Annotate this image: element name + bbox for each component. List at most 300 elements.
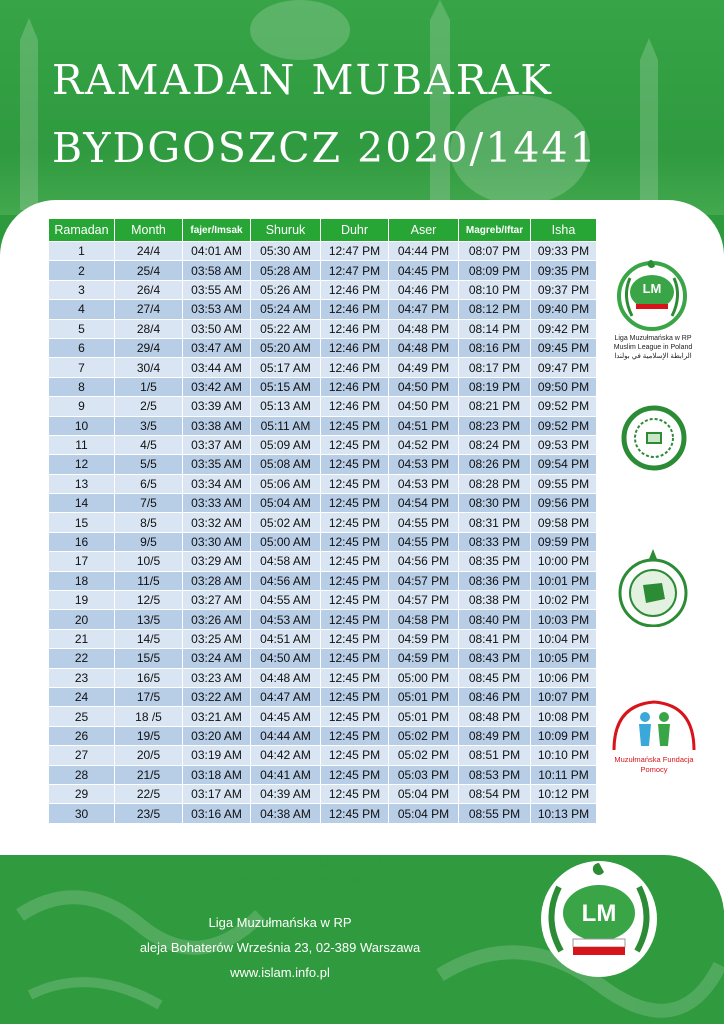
page-title-line1: RAMADAN MUBARAK: [52, 56, 553, 104]
col-header-shuruk: Shuruk: [251, 219, 321, 242]
table-cell: 05:04 AM: [251, 494, 321, 513]
table-cell: 25/4: [115, 261, 183, 280]
table-cell: 04:55 PM: [389, 513, 459, 532]
table-cell: 08:14 PM: [459, 319, 531, 338]
table-cell: 25: [49, 707, 115, 726]
table-cell: 04:53 AM: [251, 610, 321, 629]
table-cell: 04:58 AM: [251, 552, 321, 571]
table-header-row: [49, 219, 597, 242]
table-cell: 10:09 PM: [531, 726, 597, 745]
table-cell: 12:45 PM: [321, 591, 389, 610]
table-cell: 04:49 PM: [389, 358, 459, 377]
table-cell: 18: [49, 571, 115, 590]
table-cell: 05:11 AM: [251, 416, 321, 435]
table-cell: 09:33 PM: [531, 242, 597, 261]
table-row: [49, 591, 597, 610]
table-cell: 08:45 PM: [459, 668, 531, 687]
table-cell: 5/5: [115, 455, 183, 474]
table-cell: 08:33 PM: [459, 532, 531, 551]
table-cell: 12/5: [115, 591, 183, 610]
table-cell: 08:16 PM: [459, 338, 531, 357]
table-cell: 08:43 PM: [459, 649, 531, 668]
table-cell: 10:02 PM: [531, 591, 597, 610]
table-cell: 28: [49, 765, 115, 784]
table-row: [49, 610, 597, 629]
table-cell: 30: [49, 804, 115, 823]
table-cell: 3/5: [115, 416, 183, 435]
liga-logo-caption-line2: Muslim League in Poland: [613, 344, 693, 351]
table-cell: 10:03 PM: [531, 610, 597, 629]
table-cell: 09:55 PM: [531, 474, 597, 493]
table-cell: 04:48 AM: [251, 668, 321, 687]
table-cell: 08:31 PM: [459, 513, 531, 532]
table-cell: 05:03 PM: [389, 765, 459, 784]
table-row: [49, 746, 597, 765]
table-cell: 08:10 PM: [459, 280, 531, 299]
table-cell: 6: [49, 338, 115, 357]
table-cell: 08:12 PM: [459, 300, 531, 319]
table-row: [49, 726, 597, 745]
table-cell: 04:44 PM: [389, 242, 459, 261]
table-cell: 5: [49, 319, 115, 338]
col-header-isha: Isha: [531, 219, 597, 242]
table-cell: 05:26 AM: [251, 280, 321, 299]
table-cell: 12:47 PM: [321, 261, 389, 280]
table-cell: 08:48 PM: [459, 707, 531, 726]
table-cell: 09:53 PM: [531, 435, 597, 454]
footer-website[interactable]: www.islam.info.pl: [230, 965, 330, 980]
table-cell: 04:59 PM: [389, 629, 459, 648]
table-cell: 12:46 PM: [321, 280, 389, 299]
table-cell: 03:22 AM: [183, 687, 251, 706]
table-cell: 10: [49, 416, 115, 435]
table-cell: 22/5: [115, 784, 183, 803]
table-cell: 27/4: [115, 300, 183, 319]
table-cell: 03:33 AM: [183, 494, 251, 513]
table-body: [49, 242, 597, 824]
table-cell: 26: [49, 726, 115, 745]
table-cell: 04:56 PM: [389, 552, 459, 571]
table-cell: 04:59 PM: [389, 649, 459, 668]
table-cell: 6/5: [115, 474, 183, 493]
muslim-societies-seal-icon: [610, 547, 696, 627]
table-cell: 12:45 PM: [321, 804, 389, 823]
table-cell: 08:21 PM: [459, 397, 531, 416]
table-cell: 10:01 PM: [531, 571, 597, 590]
table-cell: 05:02 PM: [389, 746, 459, 765]
table-cell: 03:35 AM: [183, 455, 251, 474]
table-cell: 20: [49, 610, 115, 629]
table-cell: 17: [49, 552, 115, 571]
table-cell: 04:48 PM: [389, 338, 459, 357]
table-cell: 03:32 AM: [183, 513, 251, 532]
table-cell: 12:47 PM: [321, 242, 389, 261]
table-cell: 05:17 AM: [251, 358, 321, 377]
table-cell: 12:45 PM: [321, 532, 389, 551]
table-row: [49, 649, 597, 668]
table-cell: 16/5: [115, 668, 183, 687]
table-cell: 12:46 PM: [321, 319, 389, 338]
table-cell: 10:12 PM: [531, 784, 597, 803]
table-cell: 12:45 PM: [321, 494, 389, 513]
table-cell: 09:47 PM: [531, 358, 597, 377]
table-cell: 04:41 AM: [251, 765, 321, 784]
col-header-fajer: fajer/Imsak: [183, 219, 251, 242]
table-cell: 03:53 AM: [183, 300, 251, 319]
table-cell: 03:39 AM: [183, 397, 251, 416]
col-header-duhr: Duhr: [321, 219, 389, 242]
table-cell: 03:29 AM: [183, 552, 251, 571]
fundacja-pomocy-logo-icon: [609, 700, 699, 752]
table-cell: 14/5: [115, 629, 183, 648]
table-cell: 05:20 AM: [251, 338, 321, 357]
table-cell: 08:35 PM: [459, 552, 531, 571]
table-cell: 04:47 PM: [389, 300, 459, 319]
table-cell: 24: [49, 687, 115, 706]
table-cell: 04:55 PM: [389, 532, 459, 551]
table-cell: 10:13 PM: [531, 804, 597, 823]
table-cell: 1: [49, 242, 115, 261]
table-cell: 12:45 PM: [321, 552, 389, 571]
table-cell: 08:38 PM: [459, 591, 531, 610]
table-row: [49, 765, 597, 784]
col-header-ramadan: Ramadan: [49, 219, 115, 242]
table-cell: 09:45 PM: [531, 338, 597, 357]
footer-address: aleja Bohaterów Września 23, 02-389 Warszawa: [139, 940, 421, 955]
table-cell: 10:08 PM: [531, 707, 597, 726]
table-cell: 04:51 AM: [251, 629, 321, 648]
table-cell: 12:46 PM: [321, 377, 389, 396]
table-cell: 08:55 PM: [459, 804, 531, 823]
table-cell: 04:56 AM: [251, 571, 321, 590]
table-cell: 12:45 PM: [321, 687, 389, 706]
table-cell: 05:22 AM: [251, 319, 321, 338]
table-cell: 7/5: [115, 494, 183, 513]
table-cell: 12:45 PM: [321, 649, 389, 668]
table-cell: 08:51 PM: [459, 746, 531, 765]
table-cell: 2/5: [115, 397, 183, 416]
table-cell: 11: [49, 435, 115, 454]
table-cell: 08:28 PM: [459, 474, 531, 493]
table-cell: 09:52 PM: [531, 416, 597, 435]
table-row: [49, 784, 597, 803]
table-cell: 04:01 AM: [183, 242, 251, 261]
table-cell: 4: [49, 300, 115, 319]
table-cell: 04:52 PM: [389, 435, 459, 454]
table-row: [49, 707, 597, 726]
table-cell: 12:46 PM: [321, 338, 389, 357]
fundacja-caption-line2: Pomocy: [640, 765, 668, 774]
table-cell: 21/5: [115, 765, 183, 784]
table-cell: 09:52 PM: [531, 397, 597, 416]
table-row: [49, 474, 597, 493]
table-cell: 24/4: [115, 242, 183, 261]
table-cell: 08:40 PM: [459, 610, 531, 629]
table-cell: 10:10 PM: [531, 746, 597, 765]
table-cell: 7: [49, 358, 115, 377]
table-cell: 13/5: [115, 610, 183, 629]
table-cell: 03:27 AM: [183, 591, 251, 610]
footer-address-block: [100, 910, 460, 985]
table-cell: 8/5: [115, 513, 183, 532]
col-header-aser: Aser: [389, 219, 459, 242]
table-cell: 2: [49, 261, 115, 280]
table-row: [49, 804, 597, 823]
table-cell: 03:25 AM: [183, 629, 251, 648]
footer-org-name: Liga Muzułmańska w RP: [208, 915, 352, 930]
table-cell: 05:28 AM: [251, 261, 321, 280]
imsak-note-arabic: يفضل الإمساك قبل 10 دقائق من وقت الفجر: [199, 857, 401, 869]
table-cell: 05:09 AM: [251, 435, 321, 454]
table-cell: 04:45 PM: [389, 261, 459, 280]
prayer-times-table: [48, 218, 597, 824]
table-row: [49, 416, 597, 435]
table-row: [49, 242, 597, 261]
table-row: [49, 513, 597, 532]
table-cell: 04:47 AM: [251, 687, 321, 706]
table-cell: 29: [49, 784, 115, 803]
table-cell: 03:47 AM: [183, 338, 251, 357]
table-row: [49, 338, 597, 357]
table-cell: 08:53 PM: [459, 765, 531, 784]
table-cell: 08:24 PM: [459, 435, 531, 454]
table-row: [49, 629, 597, 648]
table-cell: 09:59 PM: [531, 532, 597, 551]
table-cell: 04:50 PM: [389, 397, 459, 416]
table-cell: 08:54 PM: [459, 784, 531, 803]
table-cell: 15: [49, 513, 115, 532]
table-cell: 21: [49, 629, 115, 648]
table-cell: 10:04 PM: [531, 629, 597, 648]
table-cell: 08:36 PM: [459, 571, 531, 590]
table-cell: 04:55 AM: [251, 591, 321, 610]
table-cell: 12:45 PM: [321, 726, 389, 745]
table-cell: 12:46 PM: [321, 300, 389, 319]
table-cell: 12:45 PM: [321, 629, 389, 648]
table-cell: 03:18 AM: [183, 765, 251, 784]
table-cell: 04:45 AM: [251, 707, 321, 726]
table-cell: 12:45 PM: [321, 571, 389, 590]
table-cell: 4/5: [115, 435, 183, 454]
imsak-note-english: Imsak Time 10 min befor Fajer: [235, 874, 365, 884]
table-cell: 08:26 PM: [459, 455, 531, 474]
header-banner: [0, 0, 724, 215]
table-cell: 08:49 PM: [459, 726, 531, 745]
table-row: [49, 300, 597, 319]
table-cell: 9: [49, 397, 115, 416]
footer-logo-text: LM: [581, 900, 617, 927]
table-cell: 12: [49, 455, 115, 474]
table-cell: 05:30 AM: [251, 242, 321, 261]
col-header-magreb: Magreb/Iftar: [459, 219, 531, 242]
table-cell: 08:17 PM: [459, 358, 531, 377]
table-cell: 05:01 PM: [389, 687, 459, 706]
table-cell: 13: [49, 474, 115, 493]
table-cell: 09:54 PM: [531, 455, 597, 474]
table-cell: 10:00 PM: [531, 552, 597, 571]
table-cell: 09:37 PM: [531, 280, 597, 299]
table-cell: 08:19 PM: [459, 377, 531, 396]
imsak-note-polish: Imsak 10 min przed Fajer: [246, 890, 354, 900]
table-cell: 03:34 AM: [183, 474, 251, 493]
table-cell: 05:02 AM: [251, 513, 321, 532]
table-cell: 03:19 AM: [183, 746, 251, 765]
table-cell: 04:54 PM: [389, 494, 459, 513]
table-cell: 10:06 PM: [531, 668, 597, 687]
table-cell: 14: [49, 494, 115, 513]
liga-logo-caption-line3: الرابطة الإسلامية في بولندا: [614, 353, 692, 360]
table-cell: 08:41 PM: [459, 629, 531, 648]
table-cell: 03:55 AM: [183, 280, 251, 299]
table-cell: 09:35 PM: [531, 261, 597, 280]
table-cell: 03:30 AM: [183, 532, 251, 551]
table-cell: 12:45 PM: [321, 668, 389, 687]
table-cell: 03:23 AM: [183, 668, 251, 687]
mosque-silhouette-icon: [0, 0, 724, 215]
table-cell: 12:45 PM: [321, 435, 389, 454]
table-cell: 03:20 AM: [183, 726, 251, 745]
table-row: [49, 319, 597, 338]
table-cell: 03:42 AM: [183, 377, 251, 396]
table-cell: 05:00 PM: [389, 668, 459, 687]
table-cell: 04:38 AM: [251, 804, 321, 823]
table-cell: 3: [49, 280, 115, 299]
table-cell: 12:45 PM: [321, 707, 389, 726]
table-cell: 04:42 AM: [251, 746, 321, 765]
table-cell: 05:13 AM: [251, 397, 321, 416]
table-cell: 04:39 AM: [251, 784, 321, 803]
table-row: [49, 668, 597, 687]
table-cell: 04:57 PM: [389, 571, 459, 590]
table-cell: 03:28 AM: [183, 571, 251, 590]
table-row: [49, 397, 597, 416]
table-cell: 18 /5: [115, 707, 183, 726]
table-cell: 05:01 PM: [389, 707, 459, 726]
table-cell: 04:58 PM: [389, 610, 459, 629]
table-cell: 26/4: [115, 280, 183, 299]
table-cell: 20/5: [115, 746, 183, 765]
table-cell: 11/5: [115, 571, 183, 590]
table-cell: 05:06 AM: [251, 474, 321, 493]
table-cell: 04:50 PM: [389, 377, 459, 396]
islamic-society-seal-icon: [621, 405, 687, 471]
table-cell: 12:45 PM: [321, 513, 389, 532]
table-cell: 1/5: [115, 377, 183, 396]
table-cell: 12:45 PM: [321, 416, 389, 435]
table-cell: 04:46 PM: [389, 280, 459, 299]
table-row: [49, 377, 597, 396]
table-cell: 03:44 AM: [183, 358, 251, 377]
table-cell: 04:48 PM: [389, 319, 459, 338]
table-cell: 04:53 PM: [389, 474, 459, 493]
table-cell: 9/5: [115, 532, 183, 551]
table-row: [49, 494, 597, 513]
table-cell: 04:44 AM: [251, 726, 321, 745]
table-cell: 17/5: [115, 687, 183, 706]
table-cell: 10:05 PM: [531, 649, 597, 668]
table-cell: 10/5: [115, 552, 183, 571]
table-cell: 28/4: [115, 319, 183, 338]
table-cell: 15/5: [115, 649, 183, 668]
table-cell: 04:53 PM: [389, 455, 459, 474]
table-cell: 08:07 PM: [459, 242, 531, 261]
table-cell: 12:45 PM: [321, 746, 389, 765]
page-title-line2: BYDGOSZCZ 2020/1441: [52, 124, 598, 172]
table-cell: 03:17 AM: [183, 784, 251, 803]
table-cell: 8: [49, 377, 115, 396]
table-row: [49, 571, 597, 590]
table-cell: 12:45 PM: [321, 455, 389, 474]
table-cell: 05:00 AM: [251, 532, 321, 551]
imsak-notes: [150, 855, 450, 903]
table-cell: 03:26 AM: [183, 610, 251, 629]
table-cell: 19: [49, 591, 115, 610]
table-cell: 08:46 PM: [459, 687, 531, 706]
table-cell: 04:57 PM: [389, 591, 459, 610]
table-cell: 04:51 PM: [389, 416, 459, 435]
table-cell: 23: [49, 668, 115, 687]
table-cell: 04:50 AM: [251, 649, 321, 668]
table-cell: 09:58 PM: [531, 513, 597, 532]
table-cell: 03:16 AM: [183, 804, 251, 823]
liga-logo-caption-line1: Liga Muzułmańska w RP: [614, 335, 692, 342]
table-cell: 10:11 PM: [531, 765, 597, 784]
table-cell: 12:45 PM: [321, 765, 389, 784]
table-cell: 05:04 PM: [389, 804, 459, 823]
table-cell: 09:40 PM: [531, 300, 597, 319]
table-cell: 09:56 PM: [531, 494, 597, 513]
table-cell: 09:50 PM: [531, 377, 597, 396]
table-cell: 22: [49, 649, 115, 668]
table-cell: 03:38 AM: [183, 416, 251, 435]
table-row: [49, 552, 597, 571]
table-cell: 10:07 PM: [531, 687, 597, 706]
table-cell: 12:46 PM: [321, 397, 389, 416]
table-cell: 16: [49, 532, 115, 551]
col-header-month: Month: [115, 219, 183, 242]
table-cell: 12:45 PM: [321, 610, 389, 629]
table-row: [49, 687, 597, 706]
table-cell: 08:23 PM: [459, 416, 531, 435]
table-cell: 05:08 AM: [251, 455, 321, 474]
table-cell: 03:37 AM: [183, 435, 251, 454]
table-cell: 30/4: [115, 358, 183, 377]
fundacja-caption-line1: Muzułmańska Fundacja: [614, 755, 694, 764]
table-cell: 29/4: [115, 338, 183, 357]
table-cell: 12:45 PM: [321, 784, 389, 803]
table-cell: 05:24 AM: [251, 300, 321, 319]
table-cell: 03:24 AM: [183, 649, 251, 668]
table-cell: 08:09 PM: [459, 261, 531, 280]
table-cell: 09:42 PM: [531, 319, 597, 338]
liga-logo-text: LM: [642, 281, 662, 296]
table-row: [49, 280, 597, 299]
table-cell: 05:02 PM: [389, 726, 459, 745]
table-cell: 12:46 PM: [321, 358, 389, 377]
table-row: [49, 435, 597, 454]
table-cell: 27: [49, 746, 115, 765]
table-row: [49, 358, 597, 377]
table-cell: 03:50 AM: [183, 319, 251, 338]
table-row: [49, 455, 597, 474]
table-cell: 12:45 PM: [321, 474, 389, 493]
table-cell: 05:15 AM: [251, 377, 321, 396]
table-row: [49, 532, 597, 551]
table-cell: 03:58 AM: [183, 261, 251, 280]
table-cell: 03:21 AM: [183, 707, 251, 726]
table-cell: 23/5: [115, 804, 183, 823]
table-cell: 08:30 PM: [459, 494, 531, 513]
